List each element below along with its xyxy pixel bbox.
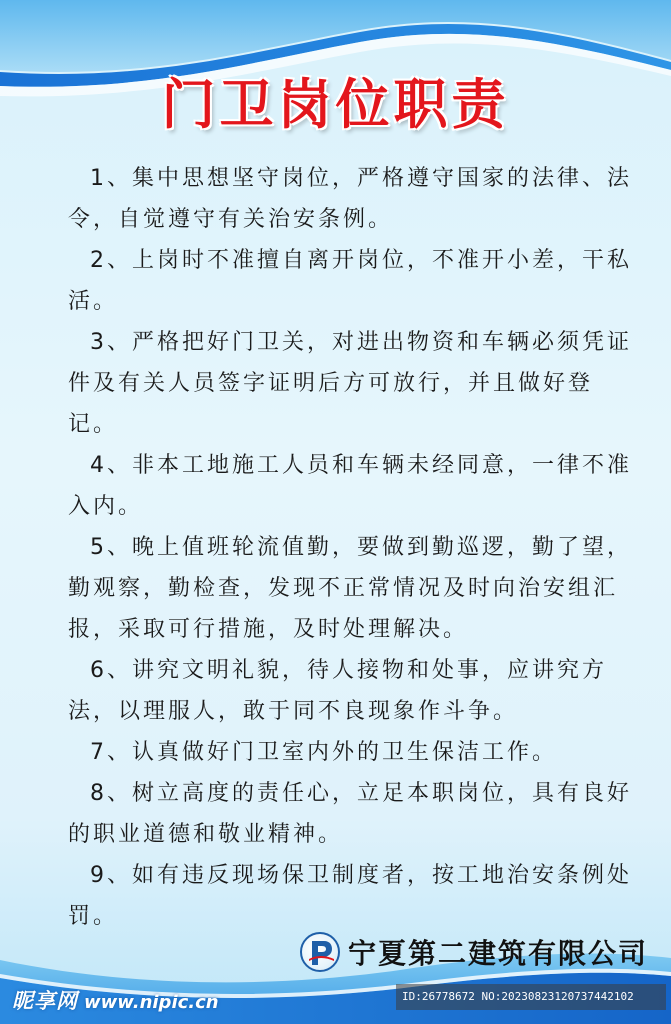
company-signature	[300, 930, 648, 974]
watermark-logo: 昵享网	[12, 989, 78, 1013]
duty-item: 6、讲究文明礼貌，待人接物和处事，应讲究方法，以理服人，敢于同不良现象作斗争。	[68, 658, 607, 724]
duty-item: 2、上岗时不准擅自离开岗位，不准开小差，干私活。	[68, 248, 632, 314]
watermark-url: www.nipic.cn	[84, 992, 219, 1013]
company-logo-icon	[300, 932, 340, 972]
duty-item: 4、非本工地施工人员和车辆未经同意，一律不准入内。	[68, 453, 632, 519]
duty-item: 8、树立高度的责任心，立足本职岗位，具有良好的职业道德和敬业精神。	[68, 781, 632, 847]
company-name: 宁夏第二建筑有限公司	[348, 937, 649, 970]
duty-item: 9、如有违反现场保卫制度者，按工地治安条例处罚。	[68, 863, 632, 929]
duty-item: 5、晚上值班轮流值勤，要做到勤巡逻，勤了望，勤观察，勤检查，发现不正常情况及时向治安组汇报，采取可行措施，及时处理解决。	[68, 535, 632, 642]
duties-list	[68, 158, 638, 937]
duty-item: 3、严格把好门卫关，对进出物资和车辆必须凭证件及有关人员签字证明后方可放行，并且做好登记。	[68, 330, 632, 437]
duty-item: 1、集中思想坚守岗位，严格遵守国家的法律、法令，自觉遵守有关治安条例。	[68, 166, 632, 232]
page-title: 门卫岗位职责	[161, 72, 510, 136]
watermark-id: ID:26778672 NO:20230823120737442102	[396, 984, 666, 1010]
watermark-brand	[12, 985, 219, 1015]
duty-item: 7、认真做好门卫室内外的卫生保洁工作。	[90, 740, 557, 765]
